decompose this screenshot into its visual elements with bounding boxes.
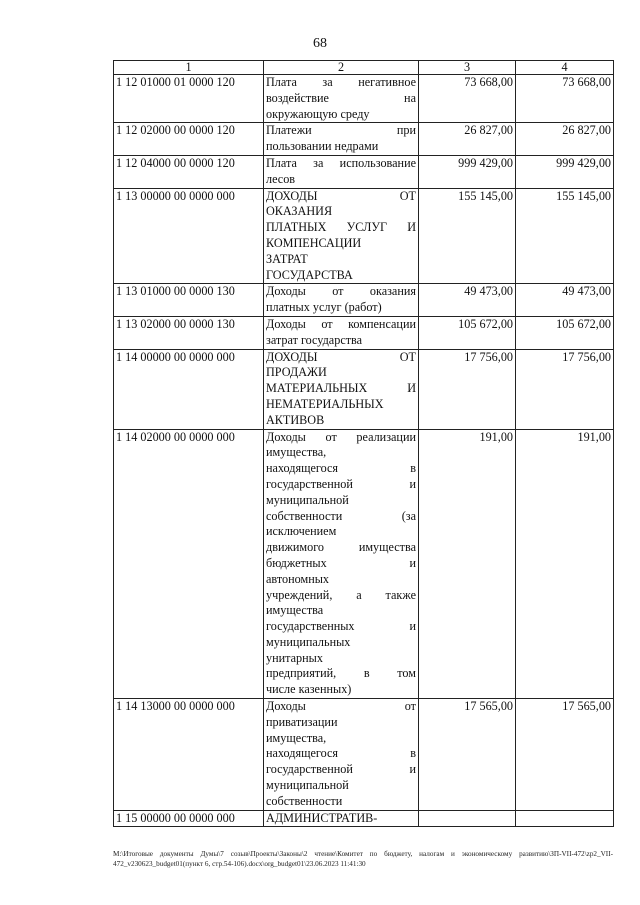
amount-col3-cell: 17 565,00	[419, 699, 516, 811]
amount-col3-cell: 999 429,00	[419, 155, 516, 188]
income-name-line: окружающую среду	[266, 106, 370, 121]
amount-col4-cell	[516, 810, 614, 827]
budget-code-cell: 1 14 00000 00 0000 000	[114, 349, 264, 429]
income-name-line: АКТИВОВ	[266, 412, 325, 427]
table-row	[114, 316, 614, 349]
footer-path-line-2: 472_v230623_budget01(пункт 6, стр.54-106).docx\org_budget01\23.06.2023 11:41:30	[113, 860, 366, 868]
table-body	[114, 75, 614, 827]
amount-col4-cell: 49 473,00	[516, 284, 614, 317]
amount-col4-cell: 191,00	[516, 429, 614, 699]
income-name-line: имущества	[266, 603, 324, 618]
income-name-cell	[264, 429, 419, 699]
amount-col3-cell	[419, 810, 516, 827]
income-name-cell	[264, 155, 419, 188]
income-name-cell	[264, 188, 419, 284]
page-number: 68	[313, 36, 327, 51]
income-name-line: собственности (за	[266, 508, 416, 523]
income-name-line: автономных	[266, 571, 330, 586]
income-name-line: Доходы от	[266, 699, 416, 714]
budget-code-cell: 1 12 04000 00 0000 120	[114, 155, 264, 188]
income-name-line: ГОСУДАРСТВА	[266, 267, 353, 282]
income-name-line: собственности	[266, 793, 343, 808]
income-name-line: учреждений, а также	[266, 587, 416, 602]
column-header: 2	[264, 61, 419, 75]
amount-col3-cell: 73 668,00	[419, 75, 516, 123]
income-name-cell	[264, 284, 419, 317]
income-name-line: исключением	[266, 524, 337, 539]
income-name-line: Доходы от реализации	[266, 429, 416, 444]
budget-code-cell: 1 14 13000 00 0000 000	[114, 699, 264, 811]
amount-col4-cell: 26 827,00	[516, 123, 614, 156]
income-name-line: государственных и	[266, 619, 416, 634]
income-name-line: предприятий, в том	[266, 666, 416, 681]
income-name-line: имущества,	[266, 445, 327, 460]
income-name-cell	[264, 75, 419, 123]
income-name-line: имущества,	[266, 730, 327, 745]
income-name-cell	[264, 349, 419, 429]
table-row	[114, 284, 614, 317]
income-name-cell	[264, 699, 419, 811]
amount-col3-cell: 105 672,00	[419, 316, 516, 349]
income-name-line: воздействие на	[266, 90, 416, 105]
table-row	[114, 349, 614, 429]
table-row	[114, 429, 614, 699]
income-name-line: муниципальной	[266, 492, 349, 507]
column-header: 1	[114, 61, 264, 75]
table-row	[114, 188, 614, 284]
budget-code-cell: 1 13 01000 00 0000 130	[114, 284, 264, 317]
income-name-line: муниципальной	[266, 778, 349, 793]
table-row	[114, 810, 614, 827]
income-name-line: ОКАЗАНИЯ	[266, 204, 333, 219]
income-name-line: унитарных	[266, 650, 323, 665]
income-name-line: государственной и	[266, 476, 416, 491]
amount-col3-cell: 49 473,00	[419, 284, 516, 317]
income-name-line: НЕМАТЕРИАЛЬНЫХ	[266, 396, 384, 411]
income-name-cell	[264, 123, 419, 156]
income-name-line: ДОХОДЫ ОТ	[266, 349, 416, 364]
table-row	[114, 75, 614, 123]
income-name-line: Доходы от компенсации	[266, 316, 416, 331]
table-row	[114, 155, 614, 188]
income-name-line: КОМПЕНСАЦИИ	[266, 235, 362, 250]
budget-code-cell: 1 12 01000 01 0000 120	[114, 75, 264, 123]
income-name-line: находящегося в	[266, 746, 416, 761]
amount-col4-cell: 17 756,00	[516, 349, 614, 429]
income-name-line: ДОХОДЫ ОТ	[266, 188, 416, 203]
income-name-line: платных услуг (работ)	[266, 300, 382, 315]
amount-col4-cell: 155 145,00	[516, 188, 614, 284]
income-name-line: Доходы от оказания	[266, 284, 416, 299]
table-row	[114, 699, 614, 811]
income-name-line: ПЛАТНЫХ УСЛУГ И	[266, 220, 416, 235]
income-name-line: приватизации	[266, 714, 338, 729]
income-name-line: лесов	[266, 171, 296, 186]
amount-col3-cell: 191,00	[419, 429, 516, 699]
income-name-line: ЗАТРАТ	[266, 251, 308, 266]
income-name-line: АДМИНИСТРАТИВ-	[266, 810, 378, 825]
budget-code-cell: 1 12 02000 00 0000 120	[114, 123, 264, 156]
income-name-line: находящегося в	[266, 461, 416, 476]
income-name-line: движимого имущества	[266, 540, 416, 555]
amount-col4-cell: 105 672,00	[516, 316, 614, 349]
income-name-line: Плата за негативное	[266, 75, 416, 89]
income-name-line: Платежи при	[266, 123, 416, 138]
amount-col3-cell: 155 145,00	[419, 188, 516, 284]
income-name-cell	[264, 810, 419, 827]
column-header: 4	[516, 61, 614, 75]
budget-code-cell: 1 13 00000 00 0000 000	[114, 188, 264, 284]
income-name-line: государственной и	[266, 762, 416, 777]
income-name-line: затрат государства	[266, 332, 363, 347]
budget-code-cell: 1 13 02000 00 0000 130	[114, 316, 264, 349]
amount-col3-cell: 17 756,00	[419, 349, 516, 429]
footer-path-line-1: M:\Итоговые документы Думы\7 созыв\Проекты\Законы\2 чтение\Комитет по бюджету, налогам и экономическому развитию\ЗП-VII-472\zp2_VII-	[113, 850, 613, 858]
table-row	[114, 123, 614, 156]
amount-col3-cell: 26 827,00	[419, 123, 516, 156]
income-name-line: Плата за использование	[266, 155, 416, 170]
income-name-line: числе казенных)	[266, 682, 352, 697]
budget-code-cell: 1 14 02000 00 0000 000	[114, 429, 264, 699]
budget-table	[113, 60, 614, 827]
header-row	[114, 61, 614, 75]
income-name-line: муниципальных	[266, 634, 351, 649]
income-name-line: ПРОДАЖИ	[266, 365, 327, 380]
amount-col4-cell: 17 565,00	[516, 699, 614, 811]
budget-code-cell: 1 15 00000 00 0000 000	[114, 810, 264, 827]
column-header: 3	[419, 61, 516, 75]
amount-col4-cell: 73 668,00	[516, 75, 614, 123]
income-name-line: МАТЕРИАЛЬНЫХ И	[266, 381, 416, 396]
income-name-cell	[264, 316, 419, 349]
income-name-line: пользовании недрами	[266, 139, 379, 154]
income-name-line: бюджетных и	[266, 555, 416, 570]
amount-col4-cell: 999 429,00	[516, 155, 614, 188]
document-footer	[113, 849, 613, 869]
